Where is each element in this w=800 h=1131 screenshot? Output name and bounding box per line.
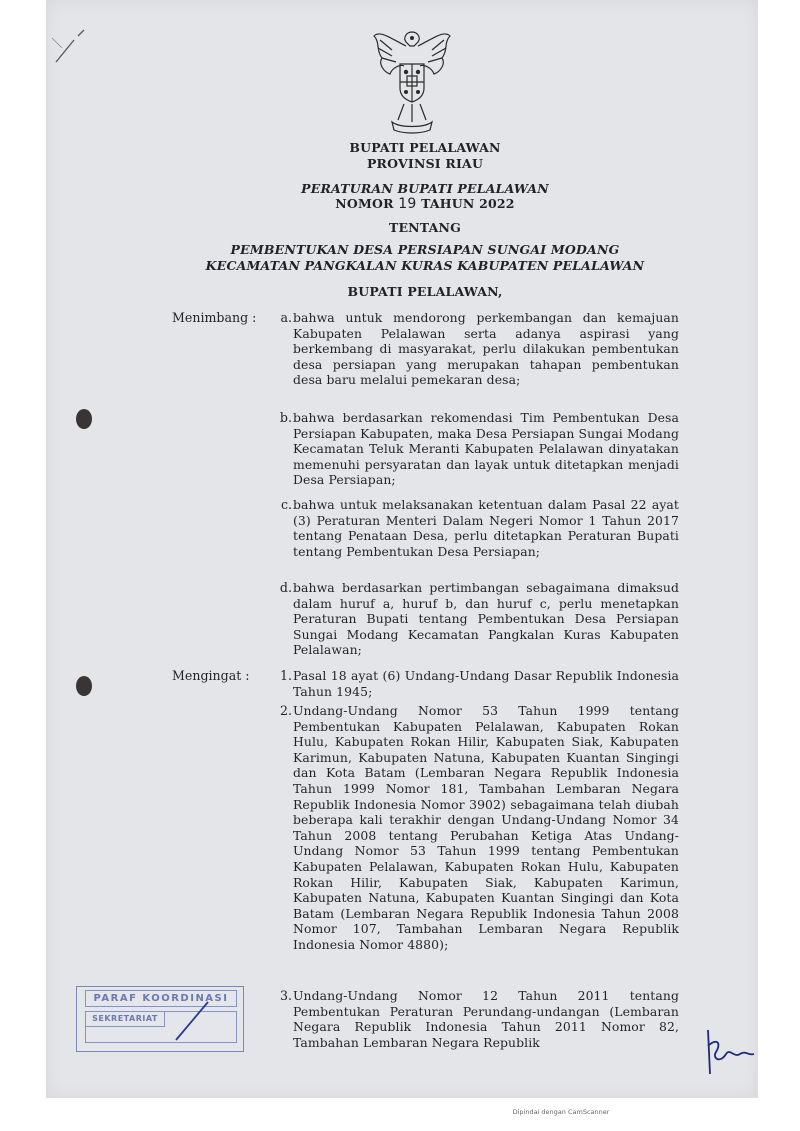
coordination-stamp xyxy=(76,986,244,1052)
recalling-item-3: Undang-Undang Nomor 12 Tahun 2011 tentang Pembentukan Peraturan Perundang-undangan (Lembaran Negara Republik Indonesia Tahun 2011 Nomor 82, Tambahan Lembaran Negara Republik xyxy=(293,988,679,1050)
considering-item-d-num: d. xyxy=(279,580,292,595)
recalling-label: Mengingat : xyxy=(172,668,250,683)
stamp-cell: SEKRETARIAT xyxy=(86,1012,165,1027)
province-title: PROVINSI RIAU xyxy=(366,156,484,171)
signature-icon xyxy=(700,1024,760,1080)
recalling-item-2: Undang-Undang Nomor 53 Tahun 1999 tentang Pembentukan Kabupaten Pelalawan, Kabupaten Rokan Hulu, Kabupaten Rokan Hilir, Kabupaten Siak, Kabupaten Karimun, Kabupaten Natuna, Kabupaten Kuantan Singingi dan Kota Batam (Lembaran Negara Republik Indonesia Tahun 1999 Nomor 181, Tambahan Lembaran Negara Republik Indonesia Nomor 3902) sebagaimana telah diubah beberapa kali terakhir dengan Undang-Undang Nomor 34 Tahun 2008 tentang Perubahan Ketiga Atas Undang-Undang Nomor 53 Tahun 1999 tentang Pembentukan Kabupaten Pelalawan, Kabupaten Rokan Hulu, Kabupaten Rokan Hilir, Kabupaten Siak, Kabupaten Karimun, Kabupaten Natuna, Kabupaten Kuantan Singingi dan Kota Batam (Lembaran Negara Republik Indonesia Tahun 2008 Nomor 107, Tambahan Lembaran Negara Republik Indonesia Nomor 4880); xyxy=(293,703,679,952)
recalling-item-2-num: 2. xyxy=(279,703,292,718)
about-heading: TENTANG xyxy=(388,220,462,235)
stamp-title: PARAF KOORDINASI xyxy=(85,990,237,1007)
number-prefix: NOMOR xyxy=(335,196,394,211)
punch-hole xyxy=(76,409,92,429)
regent-title: BUPATI PELALAWAN xyxy=(349,140,501,155)
considering-item-a: bahwa untuk mendorong perkembangan dan kemajuan Kabupaten Pelalawan serta adanya aspirasi yang berkembang di masyarakat, perlu dilakukan pembentukan desa persiapan yang merupakan tahapan pembentukan desa baru melalui pemekaran desa; xyxy=(293,310,679,388)
recalling-item-1: Pasal 18 ayat (6) Undang-Undang Dasar Republik Indonesia Tahun 1945; xyxy=(293,668,679,699)
regulation-title: PERATURAN BUPATI PELALAWAN xyxy=(301,181,549,196)
considering-item-c: bahwa untuk melaksanakan ketentuan dalam Pasal 22 ayat (3) Peraturan Menteri Dalam Negeri Nomor 1 Tahun 2017 tentang Penataan Desa, perlu ditetapkan Peraturan Bupati tentang Pembentukan Desa Persiapan; xyxy=(293,497,679,559)
subject-line-1: PEMBENTUKAN DESA PERSIAPAN SUNGAI MODANG xyxy=(230,242,620,257)
punch-hole xyxy=(76,676,92,696)
subject-line-2: KECAMATAN PANGKALAN KURAS KABUPATEN PELALAWAN xyxy=(205,258,645,273)
considering-item-b: bahwa berdasarkan rekomendasi Tim Pembentukan Desa Persiapan Kabupaten, maka Desa Persiapan Sungai Modang Kecamatan Teluk Meranti Kabupaten Pelalawan dinyatakan memenuhi persyaratan dan layak untuk ditetapkan menjadi Desa Persiapan; xyxy=(293,410,679,488)
scanner-footer: Dipindai dengan CamScanner xyxy=(512,1108,610,1116)
considering-item-d: bahwa berdasarkan pertimbangan sebagaimana dimaksud dalam huruf a, huruf b, dan huruf c, perlu menetapkan Peraturan Bupati tentang Pembentukan Desa Persiapan Sungai Modang Kecamatan Pangkalan Kuras Kabupaten Pelalawan; xyxy=(293,580,679,658)
recalling-item-1-num: 1. xyxy=(279,668,292,683)
recalling-item-3-num: 3. xyxy=(279,988,292,1003)
regulation-number xyxy=(140,196,710,212)
considering-item-c-num: c. xyxy=(280,497,292,512)
number-year: TAHUN 2022 xyxy=(421,196,515,211)
garuda-emblem-icon xyxy=(370,24,454,136)
regent-signatory-heading: BUPATI PELALAWAN, xyxy=(347,284,503,299)
considering-item-a-num: a. xyxy=(280,310,292,325)
number-value: 19 xyxy=(398,196,417,212)
considering-label: Menimbang : xyxy=(172,310,257,325)
pen-mark-icon xyxy=(48,18,108,68)
considering-item-b-num: b. xyxy=(279,410,292,425)
paraf-stroke-icon xyxy=(168,996,218,1046)
